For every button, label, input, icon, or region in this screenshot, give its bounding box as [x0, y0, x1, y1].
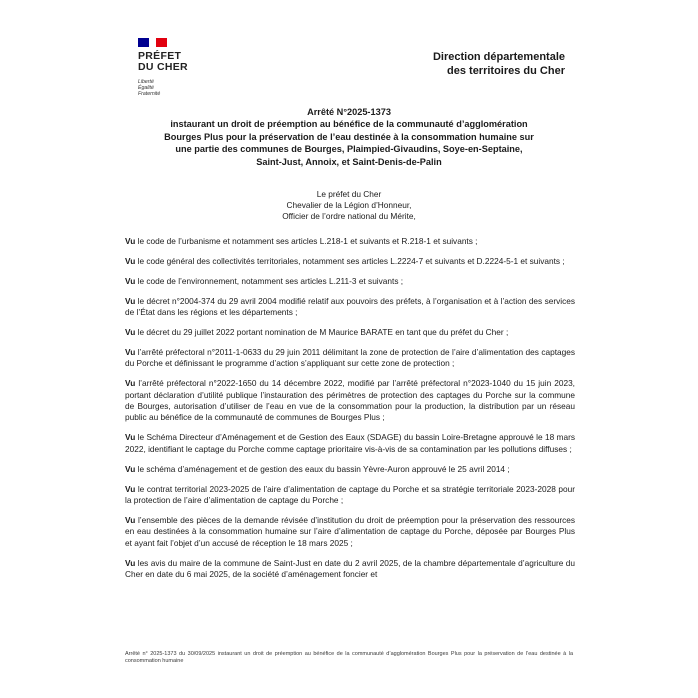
vu-paragraph: Vu l’ensemble des pièces de la demande révisée d’institution du droit de préemption pour la préservation des ressources en eau destinées à la consommation humaine sur l’aire d’alimentation de captage du Porche, déposée par Bourges Plus et ayant fait l’objet d’un accusé de réception le 18 mars 2025 ;: [125, 514, 575, 548]
prefect-salutation: Le préfet du Cher Chevalier de la Légion d’Honneur, Officier de l’ordre national du Mérite,: [282, 189, 416, 221]
vu-lead: Vu: [125, 514, 136, 525]
vu-lead: Vu: [125, 378, 136, 389]
vu-paragraph: Vu le schéma d’aménagement et de gestion des eaux du bassin Yèvre-Auron approuvé le 25 avril 2014 ;: [125, 463, 510, 474]
prefecture-name: PRÉFET DU CHER: [138, 50, 188, 73]
republic-motto: Liberté Égalité Fraternité: [138, 78, 161, 98]
vu-paragraph: Vu le contrat territorial 2023-2025 de l’aire d’alimentation de captage du Porche et sa stratégie territoriale 2023-2028 pour la protection de l’aire d’alimentation de captage du Porche ;: [125, 483, 575, 505]
vu-lead: Vu: [125, 327, 136, 338]
vu-paragraph: Vu l’arrêté préfectoral n°2011-1-0633 du 29 juin 2011 délimitant la zone de protection de l’aire d’alimentation des captages du Porche et définissant le programme d’action s’appliquant sur cette zone de protection ;: [125, 346, 575, 369]
vu-paragraph: Vu le Schéma Directeur d’Aménagement et de Gestion des Eaux (SDAGE) du bassin Loire-Bretagne approuvé le 18 mars 2022, identifiant le captage du Porche comme captage prioritaire vis-à-vis de sa contamination par les pollutions diffuses ;: [125, 432, 575, 454]
vu-lead: Vu: [125, 295, 136, 306]
decree-subtitle: instaurant un droit de préemption au bénéfice de la communauté d’agglomération Bourges Plus pour la préservation de l’eau destinée à la consommation humaine sur une partie des communes de Bourges, Plaimpied-Givaudins, Soye-en-Septaine, Saint-Just, Annoix, et Saint-Denis-de-Palin: [164, 119, 534, 167]
vu-lead: Vu: [125, 236, 136, 246]
vu-lead: Vu: [125, 255, 136, 266]
vu-lead: Vu: [125, 463, 136, 474]
vu-paragraph: Vu le décret n°2004-374 du 29 avril 2004 modifié relatif aux pouvoirs des préfets, à l’organisation et à l’action des services de l’État dans les régions et les départements ;: [125, 295, 575, 318]
decree-number-title: Arrêté N°2025-1373: [307, 107, 391, 117]
vu-lead: Vu: [125, 557, 136, 568]
vu-paragraphs: [125, 236, 575, 589]
issuing-direction: Direction départementale des territoires du Cher: [432, 51, 565, 77]
vu-lead: Vu: [125, 275, 136, 286]
french-flag-icon: [138, 38, 167, 47]
flag-red-stripe: [156, 38, 167, 47]
page-footer: Arrêté n° 2025-1373 du 30/09/2025 instaurant un droit de préemption au bénéfice de la communauté d’agglomération Bourges Plus pour la préservation de l’eau destinée à la consommation humaine: [125, 651, 573, 665]
vu-paragraph: Vu les avis du maire de la commune de Saint-Just en date du 2 avril 2025, de la chambre départementale d’agriculture du Cher en date du 6 mai 2025, de la société d’aménagement foncier et: [125, 557, 575, 580]
vu-lead: Vu: [125, 346, 136, 357]
prefecture-logo: [138, 38, 188, 97]
vu-lead: Vu: [125, 432, 136, 443]
vu-paragraph: Vu le code de l’urbanisme et notamment ses articles L.218-1 et suivants et R.218-1 et suivants ;: [125, 236, 478, 246]
document-header: [138, 38, 565, 97]
decree-title-block: [105, 106, 593, 168]
vu-paragraph: Vu l’arrêté préfectoral n°2022-1650 du 14 décembre 2022, modifié par l’arrêté préfectoral n°2023-1040 du 15 juin 2023, portant déclaration d’utilité publique l’instauration des périmètres de protection des captages du Porche sur la commune de Bourges, autorisation d’utiliser de l’eau en vue de la consommation pour la production, la distribution par un réseau public au bénéfice de la communauté de communes de Bourges Plus ;: [125, 378, 575, 423]
vu-lead: Vu: [125, 483, 136, 494]
vu-paragraph: Vu le décret du 29 juillet 2022 portant nomination de M Maurice BARATE en tant que du préfet du Cher ;: [125, 327, 509, 338]
flag-white-stripe: [149, 38, 156, 47]
flag-blue-stripe: [138, 38, 149, 47]
vu-paragraph: Vu le code de l’environnement, notamment ses articles L.211-3 et suivants ;: [125, 275, 404, 286]
vu-paragraph: Vu le code général des collectivités territoriales, notamment ses articles L.2224-7 et suivants et D.2224-5-1 et suivants ;: [125, 255, 565, 266]
